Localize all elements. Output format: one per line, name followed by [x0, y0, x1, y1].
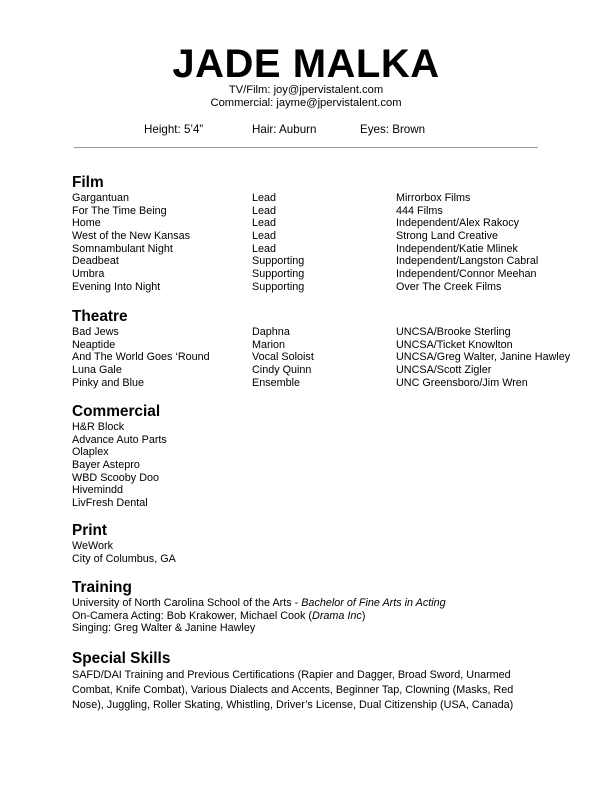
company: Independent/Langston Cabral	[396, 255, 539, 268]
hair-stat: Hair: Auburn	[252, 123, 317, 136]
role: Daphna	[252, 326, 290, 338]
film-heading: Film	[72, 174, 104, 191]
training-section	[72, 579, 592, 635]
company: UNC Greensboro/Jim Wren	[396, 376, 528, 389]
project-title: West of the New Kansas	[72, 230, 191, 243]
list-item: H&R Block	[72, 421, 125, 433]
project-title: Evening Into Night	[72, 280, 161, 293]
actor-name: JADE MALKA	[172, 42, 440, 86]
project-title: For The Time Being	[72, 204, 167, 217]
tv-film-contact: TV/Film: joy@jpervistalent.com	[228, 84, 384, 96]
physical-stats	[0, 123, 612, 137]
project-title: Deadbeat	[72, 255, 119, 268]
list-item: Olaplex	[72, 446, 109, 459]
list-item: Hivemindd	[72, 484, 124, 497]
studio-name: Drama Inc	[312, 609, 362, 622]
role: Supporting	[252, 268, 305, 281]
project-title: Gargantuan	[72, 192, 130, 204]
skills-section	[72, 650, 592, 713]
closing-paren: )	[361, 609, 366, 622]
table-row	[72, 268, 592, 281]
list-item: WeWork	[72, 540, 113, 552]
company: Independent/Connor Meehan	[396, 268, 537, 281]
project-title: Umbra	[72, 268, 105, 281]
training-line-on-camera	[72, 610, 592, 623]
company: 444 Films	[396, 204, 443, 217]
company: UNCSA/Scott Zigler	[396, 364, 492, 377]
commercial-section	[72, 403, 592, 510]
company: Over The Creek Films	[396, 280, 502, 293]
table-row	[72, 217, 592, 230]
project-title: Luna Gale	[72, 364, 122, 377]
eyes-stat: Eyes: Brown	[360, 123, 426, 136]
print-heading: Print	[72, 522, 108, 539]
role: Supporting	[252, 280, 305, 293]
project-title: Bad Jews	[72, 326, 119, 338]
list-item: Advance Auto Parts	[72, 433, 167, 446]
table-row	[72, 230, 592, 243]
role: Supporting	[252, 255, 305, 268]
commercial-heading: Commercial	[72, 403, 161, 420]
table-row	[72, 377, 592, 390]
role: Lead	[252, 230, 277, 243]
company: Strong Land Creative	[396, 230, 499, 243]
project-title: And The World Goes ‘Round	[72, 351, 210, 364]
training-heading: Training	[72, 579, 132, 596]
header-divider	[74, 147, 538, 148]
table-row	[72, 351, 592, 364]
skills-heading: Special Skills	[72, 650, 171, 667]
table-row	[72, 339, 592, 352]
list-item: Bayer Astepro	[72, 459, 140, 472]
table-row	[72, 281, 592, 294]
project-title: Home	[72, 217, 101, 230]
print-section	[72, 522, 592, 565]
list-item: LivFresh Dental	[72, 497, 148, 510]
commercial-contact: Commercial: jayme@jpervistalent.com	[210, 97, 402, 109]
role: Cindy Quinn	[252, 364, 312, 377]
list-item: City of Columbus, GA	[72, 552, 176, 565]
company: Independent/Katie Mlinek	[396, 242, 518, 255]
theatre-section	[72, 308, 592, 389]
role: Marion	[252, 338, 286, 351]
company: Independent/Alex Rakocy	[396, 217, 520, 230]
role: Lead	[252, 204, 277, 217]
theatre-heading: Theatre	[72, 308, 128, 325]
table-row	[72, 243, 592, 256]
table-row	[72, 192, 592, 205]
skills-text: SAFD/DAI Training and Previous Certifications (Rapier and Dagger, Broad Sword, Unarmed Combat, Knife Combat), Various Dialects and Accents, Beginner Tap, Clowning (Masks, Red Nose), Juggling, Roller Skating, Whistling, Driver’s License, Dual Citizenship (USA, Canada)	[72, 669, 514, 711]
role: Vocal Soloist	[252, 351, 314, 364]
training-line-university	[72, 597, 592, 610]
height-stat: Height: 5’4”	[144, 123, 204, 136]
table-row	[72, 326, 592, 339]
on-camera-teachers: On-Camera Acting: Bob Krakower, Michael Cook (	[72, 609, 313, 622]
role: Lead	[252, 217, 277, 230]
training-line-singing: Singing: Greg Walter & Janine Hawley	[72, 622, 256, 635]
company: Mirrorbox Films	[396, 192, 471, 204]
role: Lead	[252, 242, 277, 255]
table-row	[72, 255, 592, 268]
training-school: University of North Carolina School of the Arts -	[72, 597, 302, 609]
list-item: WBD Scooby Doo	[72, 471, 160, 484]
table-row	[72, 364, 592, 377]
project-title: Pinky and Blue	[72, 376, 145, 389]
company: UNCSA/Brooke Sterling	[396, 326, 511, 338]
film-section	[72, 174, 592, 294]
company: UNCSA/Greg Walter, Janine Hawley	[396, 351, 571, 364]
role: Lead	[252, 192, 277, 204]
degree: Bachelor of Fine Arts in Acting	[301, 597, 446, 609]
company: UNCSA/Ticket Knowlton	[396, 338, 513, 351]
project-title: Somnambulant Night	[72, 242, 173, 255]
table-row	[72, 205, 592, 218]
role: Ensemble	[252, 376, 301, 389]
project-title: Neaptide	[72, 338, 116, 351]
contact-block	[0, 84, 612, 110]
